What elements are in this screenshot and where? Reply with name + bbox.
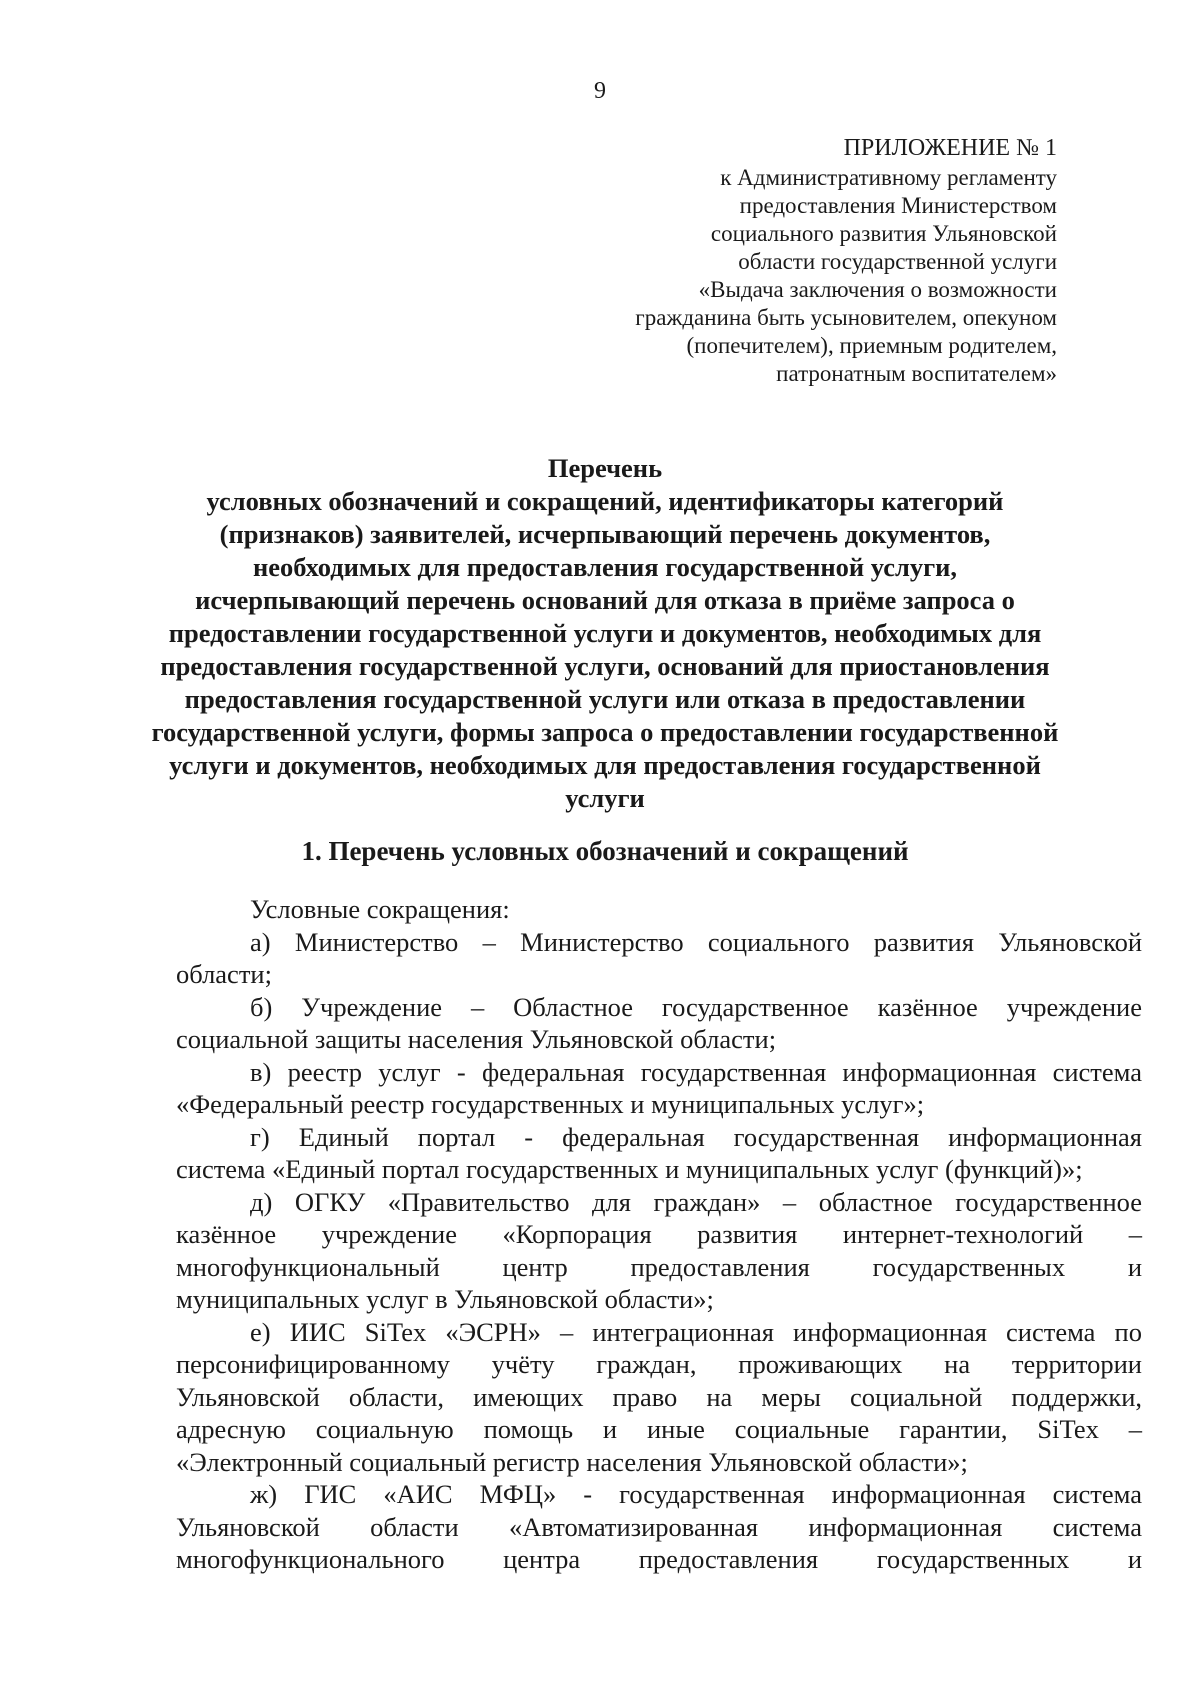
item-first-line: в) реестр услуг - федеральная государственная информационная система [250,1056,1142,1087]
title-line: предоставлении государственной услуги и документов, необходимых для [168,618,1042,648]
title-line: государственной услуги, формы запроса о предоставлении государственной [151,717,1059,747]
item-line: «Федеральный реестр государственных и муниципальных услуг»; [176,1089,925,1119]
item-line: система «Единый портал государственных и муниципальных услуг (функций)»; [176,1154,1083,1184]
item-line: социальной защиты населения Ульяновской области; [176,1024,777,1054]
title-line: условных обозначений и сокращений, идентификаторы категорий [206,486,1004,516]
title-line: (признаков) заявителей, исчерпывающий перечень документов, [219,519,991,549]
appendix-line: социального развития Ульяновской [710,221,1057,246]
appendix-line: предоставления Министерством [739,193,1057,218]
item-line: «Электронный социальный регистр населения Ульяновской области»; [176,1446,968,1477]
appendix-line: патронатным воспитателем» [776,361,1057,386]
title-line: предоставления государственной услуги, оснований для приостановления [160,651,1050,681]
item-first-line: а) Министерство – Министерство социального развития Ульяновской [250,926,1142,957]
section-heading: 1. Перечень условных обозначений и сокращений [301,836,909,866]
item-first-line: г) Единый портал - федеральная государственная информационная [250,1121,1142,1152]
appendix-line: (попечителем), приемным родителем, [686,333,1057,358]
item-line: Ульяновской области, имеющих право на меры социальной поддержки, [176,1381,1142,1412]
item-line: муниципальных услуг в Ульяновской области»; [176,1284,714,1314]
title-line: предоставления государственной услуги или отказа в предоставлении [184,684,1026,714]
item-line: казённое учреждение «Корпорация развития интернет-технологий – [176,1219,1142,1249]
title-line: необходимых для предоставления государственной услуги, [252,552,958,582]
item-first-line: е) ИИС SiTex «ЭСРН» – интеграционная информационная система по [250,1316,1142,1347]
page-number: 9 [594,78,606,104]
list-item [176,1316,1142,1479]
list-item [176,1121,1142,1186]
appendix-line: «Выдача заключения о возможности [698,277,1057,302]
item-line: области; [176,959,272,989]
list-item [176,1186,1142,1316]
document-title [150,452,1060,815]
list-item [176,1478,1142,1576]
item-line: персонифицированному учёту граждан, проживающих на территории [176,1349,1142,1379]
appendix-header [537,133,1057,388]
appendix-line: к Административному регламенту [720,165,1057,190]
item-line: Ульяновской области «Автоматизированная информационная система [176,1511,1142,1542]
item-line: многофункциональный центр предоставления государственных и [176,1251,1142,1282]
item-first-line: б) Учреждение – Областное государственное казённое учреждение [250,991,1142,1022]
title-heading: Перечень [547,453,663,483]
appendix-line: области государственной услуги [738,249,1057,274]
title-line: услуги [565,783,645,813]
item-first-line: ж) ГИС «АИС МФЦ» - государственная информационная система [250,1479,1142,1509]
item-line: многофункционального центра предоставления государственных и [176,1544,1142,1574]
item-first-line: д) ОГКУ «Правительство для граждан» – областное государственное [250,1186,1142,1217]
section-body [176,893,1142,1576]
item-line: адресную социальную помощь и иные социальные гарантии, SiTex – [176,1414,1142,1444]
appendix-line: гражданина быть усыновителем, опекуном [635,305,1057,330]
list-item [176,926,1142,991]
title-line: услуги и документов, необходимых для предоставления государственной [169,750,1041,780]
intro-line: Условные сокращения: [250,894,510,924]
appendix-number: ПРИЛОЖЕНИЕ № 1 [843,135,1057,161]
list-item [176,991,1142,1056]
list-item [176,1056,1142,1121]
title-line: исчерпывающий перечень оснований для отказа в приёме запроса о [195,585,1015,615]
